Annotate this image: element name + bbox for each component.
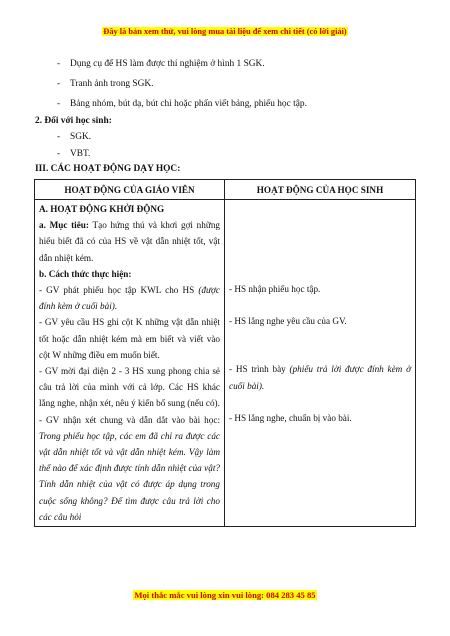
step-1: - GV phát phiếu học tập KWL cho HS (được đính kèm ở cuối bài). [39,285,220,312]
step-2: - GV yêu cầu HS ghi cột K những vật dẫn nhiệt tốt hoặc dẫn nhiệt kém mà em biết và viết vào cột W những điều em muốn biết. [39,317,220,360]
teacher-item: - Bảng nhóm, bút dạ, bút chì hoặc phấn viết bảng, phiếu học tập. [57,99,307,109]
step-4: - GV nhận xét chung và dẫn dắt vào bài học: Trong phiếu học tập, các em đã chỉ ra được các vật dẫn nhiệt tốt và vật dẫn nhiệt kém. Vậy làm thế nào để xác định được tính dẫn nhiệt của vật? Tính dẫn nhiệt của vật có được áp dụng trong cuộc sống không? Để tìm được câu trả lời cho các câu hỏi [39,414,220,522]
student-column-header: HOẠT ĐỘNG CỦA HỌC SINH [225,180,416,200]
student-step-1: - HS nhận phiếu học tập. [229,284,321,294]
section-heading: III. CÁC HOẠT ĐỘNG DẠY HỌC: [35,164,181,174]
method-heading: b. Cách thức thực hiện: [39,268,132,279]
student-item: - VBT. [57,149,91,159]
teacher-activity-cell [35,200,225,527]
teacher-item: - Tranh ảnh trong SGK. [57,79,154,89]
step-3: - GV mời đại diện 2 - 3 HS xung phong chia sẻ câu trả lời của mình với cả lớp. Các HS khác lắng nghe, nhận xét, nêu ý kiến bổ sung (nếu có). [39,366,220,409]
student-activity-cell [225,200,416,527]
goal-paragraph: a. Mục tiêu: Tạo hứng thú và khơi gợi những hiểu biết đã có của HS về vật dẫn nhiệt tốt, vật dẫn nhiệt kém. [39,220,221,263]
student-step-2: - HS lắng nghe yêu cầu của GV. [229,316,347,327]
teacher-column-header: HOẠT ĐỘNG CỦA GIÁO VIÊN [35,180,225,200]
student-item: - SGK. [57,132,92,142]
student-step-4: - HS lắng nghe, chuẩn bị vào bài. [229,412,352,423]
footer-notice: Mọi thắc mắc vui lòng xin vui lòng: 084 283 45 85 [134,590,316,600]
activities-table [34,179,416,527]
activity-title: A. HOẠT ĐỘNG KHỞI ĐỘNG [39,204,165,214]
header-notice: Đây là bản xem thử, vui lòng mua tài liệu để xem chi tiết (có lời giải) [103,27,347,36]
student-step-3: - HS trình bày (phiếu trả lời được đính kèm ở cuối bài). [229,364,411,391]
student-heading: 2. Đối với học sinh: [35,116,112,126]
teacher-item: - Dụng cụ để HS làm được thí nghiệm ở hình 1 SGK. [57,59,265,69]
